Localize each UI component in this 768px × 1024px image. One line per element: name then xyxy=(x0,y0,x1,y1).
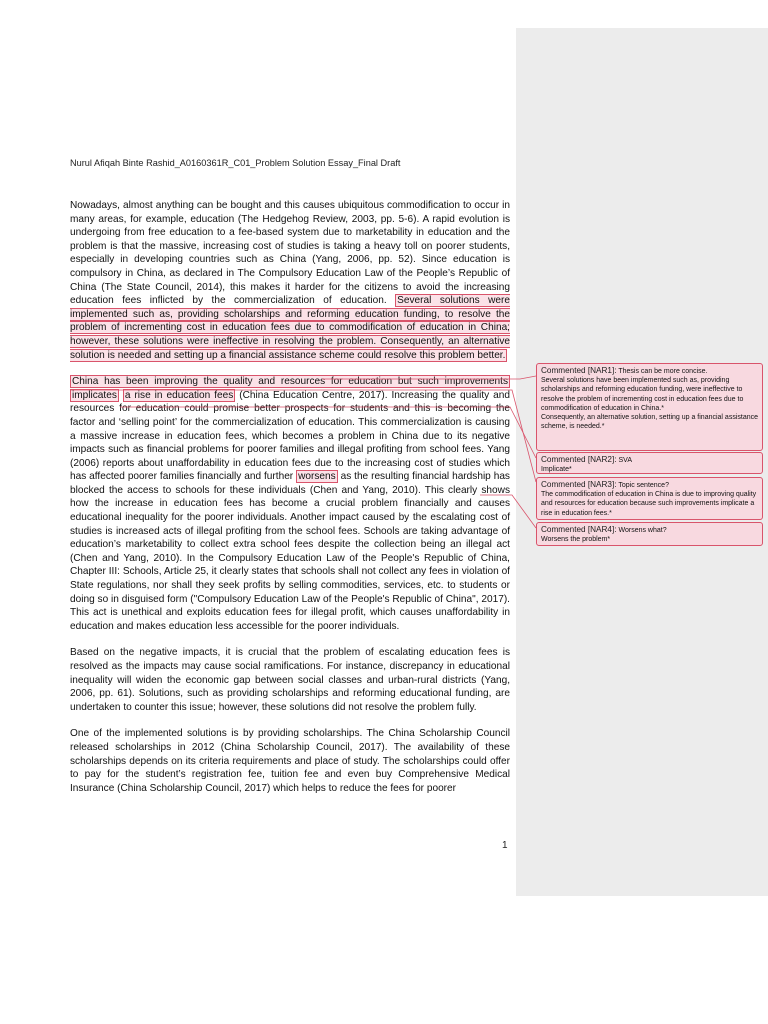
comment-nar1-intro: Thesis can be more concise. xyxy=(618,368,708,375)
comment-nar2-label: Commented [NAR2]: xyxy=(541,455,617,464)
comment-nar4-label: Commented [NAR4]: xyxy=(541,525,617,534)
comment-nar1[interactable] xyxy=(536,363,763,451)
comment-nar4-body: Worsens the problem* xyxy=(541,536,611,544)
paragraph-1-text: Nowadays, almost anything can be bought and this causes ubiquitous commodification to occur in many areas, for example, education (The Hedgehog Review, 2003, pp. 5-6). A rapid evolution is undergoing from free education to a fee-based system due to marketability in education and the problem is that the massive, increasing cost of studies is taking a heavy toll on poorer students, especially in developing countries such as China (Yang, 2006, pp. 52). Since education is compulsory in China, as declared in The Compulsory Education Law of the People’s Republic of China (The State Council, 2014), this makes it harder for the citizens to avoid the increasing education fees inflicted by the commercialization of education. xyxy=(70,200,510,307)
commented-topic-sentence[interactable]: China has been improving the quality and resources for education but such improvements xyxy=(72,376,508,388)
document-header: Nurul Afiqah Binte Rashid_A0160361R_C01_Problem Solution Essay_Final Draft xyxy=(70,158,401,168)
comment-nar3[interactable] xyxy=(536,477,763,520)
comment-nar2[interactable] xyxy=(536,452,763,474)
comment-nar4[interactable] xyxy=(536,522,763,546)
paragraph-2-text-a: (China Education Centre, 2017). Increasing the quality and resources for education could promise better prospects for students and this is becoming the factor and ‘selling point’ for the commercialization of education. This commercialization is causing a massive increase in education fees, which becomes a problem in China due to its negative impacts such as financial problems for poorer families and illegal profiting from school fees. Yang (2006) reports about unaffordability in education fees due to the increasing cost of studies which has affected poorer families financially and further xyxy=(70,389,510,483)
essay-body xyxy=(70,199,510,808)
comment-nar4-intro: Worsens what? xyxy=(618,527,667,534)
comment-nar2-intro: SVA xyxy=(618,457,632,464)
paragraph-3: Based on the negative impacts, it is crucial that the problem of escalating education fees is resolved as the impacts may cause social ramifications. For instance, discrepancy in educational inequality will widen the economic gap between social classes and urban-rural districts (Yang, 2006, pp. 61). Solutions, such as providing scholarships and reforming educational funding, are undertaken to counter this issue; however, these solutions did not resolve the problem fully. xyxy=(70,647,510,713)
comment-nar1-body-2: Consequently, an alternative solution, setting up a financial assistance scheme, is needed.* xyxy=(541,414,759,431)
commented-thesis-text[interactable]: Several solutions were implemented such as, providing scholarships and reforming education funding, to resolve the problem of incrementing cost in education fees due to commodification of education in China; however, these solutions were ineffective in resolving the problem. Consequently, an alternative solution is needed and setting up a financial assistance scheme could resolve this problem better. xyxy=(70,295,510,361)
comment-nar3-label: Commented [NAR3]: xyxy=(541,480,617,489)
comment-nar3-body: The commodification of education in China is due to improving quality and resources for education because such improvements implicate a rise in education fees.* xyxy=(541,491,757,517)
comment-nar1-body: Several solutions have been implemented such as, providing scholarships and reforming education funding, were ineffective to resolve the problem of incrementing cost in education fees due to commodification of education in China.* xyxy=(541,377,744,412)
paragraph-4: One of the implemented solutions is by providing scholarships. The China Scholarship Council released scholarships in 2012 (China Scholarship Council, 2017). The availability of these scholarships depends on its criteria requirements and place of study. The scholarships could offer to pay for the student’s registration fee, tuition fee and even buy Comprehensive Medical Insurance (China Scholarship Council, 2017) which helps to reduce the fees for poorer xyxy=(70,728,510,794)
paragraph-2-text-b: as the resulting financial hardship has blocked the access to schools for these individuals (Chen and Yang, 2010). This clearly shows how the increase in education fees has become a crucial problem financially and causes educational inequality for the poorer individuals. Another impact caused by the escalating cost of studies is increased acts of illegal profiting from the school fees. Schools are taking advantage of education’s marketability to collect extra school fees despite the collection being an illegal act (Chen and Yang, 2010). In the Compulsory Education Law of the People's Republic of China, Chapter III: Schools, Article 25, it clearly states that schools shall not collect any fees in violation of State regulations, nor shall they seek profits by selling commodities, services, etc. to students or doing so in disguised form ("Compulsory Education Law of the People's Republic of China", 2017). This act is unethical and exploits education fees for illegal profit, which causes unaffordability in education and makes education less accessible for the poorer individuals. xyxy=(70,471,510,632)
comment-nar1-label: Commented [NAR1]: xyxy=(541,366,617,375)
paragraph-2 xyxy=(70,375,510,633)
commented-verb-implicates[interactable]: implicates xyxy=(72,389,117,401)
page-number: 1 xyxy=(502,840,508,851)
comment-nar3-intro: Topic sentence? xyxy=(618,482,669,489)
paragraph-1 xyxy=(70,199,510,362)
comment-nar2-body: Implicate* xyxy=(541,466,572,474)
commented-word-worsens[interactable]: worsens xyxy=(298,471,336,483)
commented-rise-in-fees[interactable]: a rise in education fees xyxy=(124,389,234,401)
